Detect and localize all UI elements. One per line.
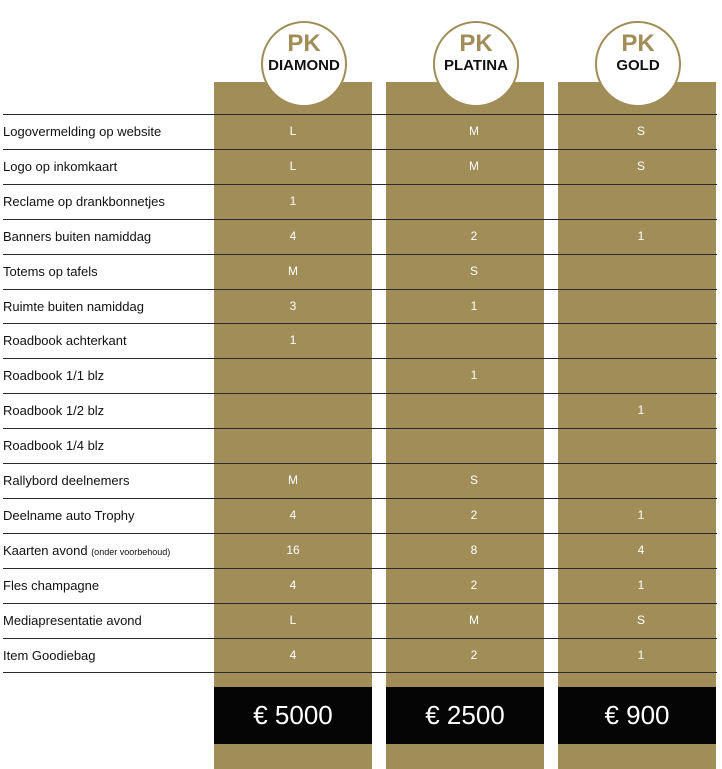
gold-value	[562, 463, 720, 498]
platina-price: € 2500	[386, 687, 544, 744]
row-label-text: Logo op inkomkaart	[3, 158, 118, 174]
row-label-text: Deelname auto Trophy	[3, 507, 135, 523]
gold-value: 4	[637, 542, 645, 557]
gold-value	[562, 254, 720, 289]
gold-value: 1	[637, 403, 645, 418]
row-label	[3, 463, 129, 498]
badge-pk: PK	[287, 30, 321, 57]
gold-value: 1	[637, 228, 645, 243]
diamond-value: 4	[289, 647, 297, 662]
platina-value: S	[469, 263, 478, 278]
table-row	[0, 323, 722, 358]
row-label	[3, 219, 151, 254]
row-label	[3, 323, 127, 358]
table-row	[0, 149, 722, 184]
gold-value: 1	[637, 647, 645, 662]
diamond-value: 4	[289, 507, 297, 522]
platina-value	[395, 393, 553, 428]
diamond-value: L	[289, 612, 297, 627]
row-label-text: Totems op tafels	[3, 263, 98, 279]
gold-value: S	[636, 158, 645, 173]
platina-value: M	[469, 124, 479, 138]
diamond-value	[214, 393, 372, 428]
gold-value	[562, 428, 720, 463]
table-row	[0, 603, 722, 638]
row-label-text: Rallybord deelnemers	[3, 473, 130, 488]
badge-tier-name: PLATINA	[444, 57, 508, 74]
diamond-value	[214, 428, 372, 463]
row-label	[3, 358, 104, 393]
platina-value: 2	[470, 507, 478, 522]
row-label	[3, 638, 96, 673]
gold-price: € 900	[558, 687, 716, 744]
platina-value	[395, 428, 553, 463]
platina-value	[395, 323, 553, 358]
diamond-badge	[261, 21, 347, 107]
badge-tier-name: GOLD	[616, 57, 660, 74]
gold-badge	[595, 21, 681, 107]
diamond-value: L	[289, 124, 297, 138]
diamond-value: 4	[289, 228, 297, 243]
gold-value	[562, 358, 720, 393]
gold-value	[562, 184, 720, 219]
platina-value: S	[469, 473, 478, 487]
badge-tier-name: DIAMOND	[268, 57, 340, 74]
diamond-value: M	[288, 473, 298, 487]
row-label	[3, 393, 104, 428]
table-row	[0, 254, 722, 289]
diamond-value: L	[289, 158, 297, 173]
platina-value: 8	[470, 542, 478, 557]
row-label-text: Reclame op drankbonnetjes	[3, 193, 165, 209]
badge-pk: PK	[459, 30, 493, 57]
row-label-text: Roadbook achterkant	[3, 333, 127, 349]
badge-pk: PK	[621, 30, 655, 57]
diamond-value: 4	[289, 577, 297, 592]
table-bottom-divider	[3, 672, 717, 673]
table-row	[0, 393, 722, 428]
row-label-text: Roadbook 1/2 blz	[3, 403, 105, 419]
table-row	[0, 638, 722, 673]
row-label-text: Kaarten avond	[3, 542, 92, 558]
row-label-note: (onder voorbehoud)	[91, 546, 171, 557]
table-row	[0, 184, 722, 219]
row-label	[3, 114, 161, 149]
table-row	[0, 358, 722, 393]
diamond-value: M	[288, 263, 298, 278]
row-label-text: Logovermelding op website	[3, 124, 162, 139]
row-label	[3, 498, 135, 533]
row-label	[3, 254, 98, 289]
row-label	[3, 533, 170, 568]
diamond-value: 1	[289, 333, 297, 348]
platina-value: 2	[470, 228, 478, 243]
row-label-text: Banners buiten namiddag	[3, 228, 152, 244]
gold-value: 1	[637, 577, 645, 592]
diamond-value	[214, 358, 372, 393]
gold-value	[562, 323, 720, 358]
diamond-value: 1	[289, 193, 297, 208]
row-label-text: Mediapresentatie avond	[3, 612, 142, 628]
gold-value	[562, 289, 720, 324]
row-label	[3, 149, 117, 184]
gold-value: 1	[637, 507, 645, 522]
table-row	[0, 428, 722, 463]
table-row	[0, 219, 722, 254]
table-row	[0, 498, 722, 533]
platina-value: M	[469, 612, 479, 627]
table-row	[0, 533, 722, 568]
gold-value: S	[636, 612, 645, 627]
platina-value	[395, 184, 553, 219]
platina-value: 1	[470, 368, 478, 383]
table-row	[0, 463, 722, 498]
platina-value: 1	[470, 298, 478, 313]
diamond-value: 16	[286, 542, 300, 557]
row-label-text: Fles champagne	[3, 577, 100, 593]
row-label	[3, 568, 99, 603]
row-label-text: Roadbook 1/1 blz	[3, 368, 105, 384]
row-label	[3, 289, 144, 324]
platina-value: 2	[470, 577, 478, 592]
table-row	[0, 568, 722, 603]
platina-badge	[433, 21, 519, 107]
row-label	[3, 184, 165, 219]
row-label-text: Item Goodiebag	[3, 647, 96, 663]
row-label-text: Roadbook 1/4 blz	[3, 438, 105, 454]
gold-value: S	[636, 124, 645, 138]
row-label	[3, 603, 142, 638]
platina-value: M	[469, 158, 479, 173]
diamond-value: 3	[289, 298, 297, 313]
table-row	[0, 289, 722, 324]
table-row	[0, 114, 722, 149]
platina-value: 2	[470, 647, 478, 662]
row-label-text: Ruimte buiten namiddag	[3, 298, 144, 314]
row-label	[3, 428, 104, 463]
diamond-price: € 5000	[214, 687, 372, 744]
